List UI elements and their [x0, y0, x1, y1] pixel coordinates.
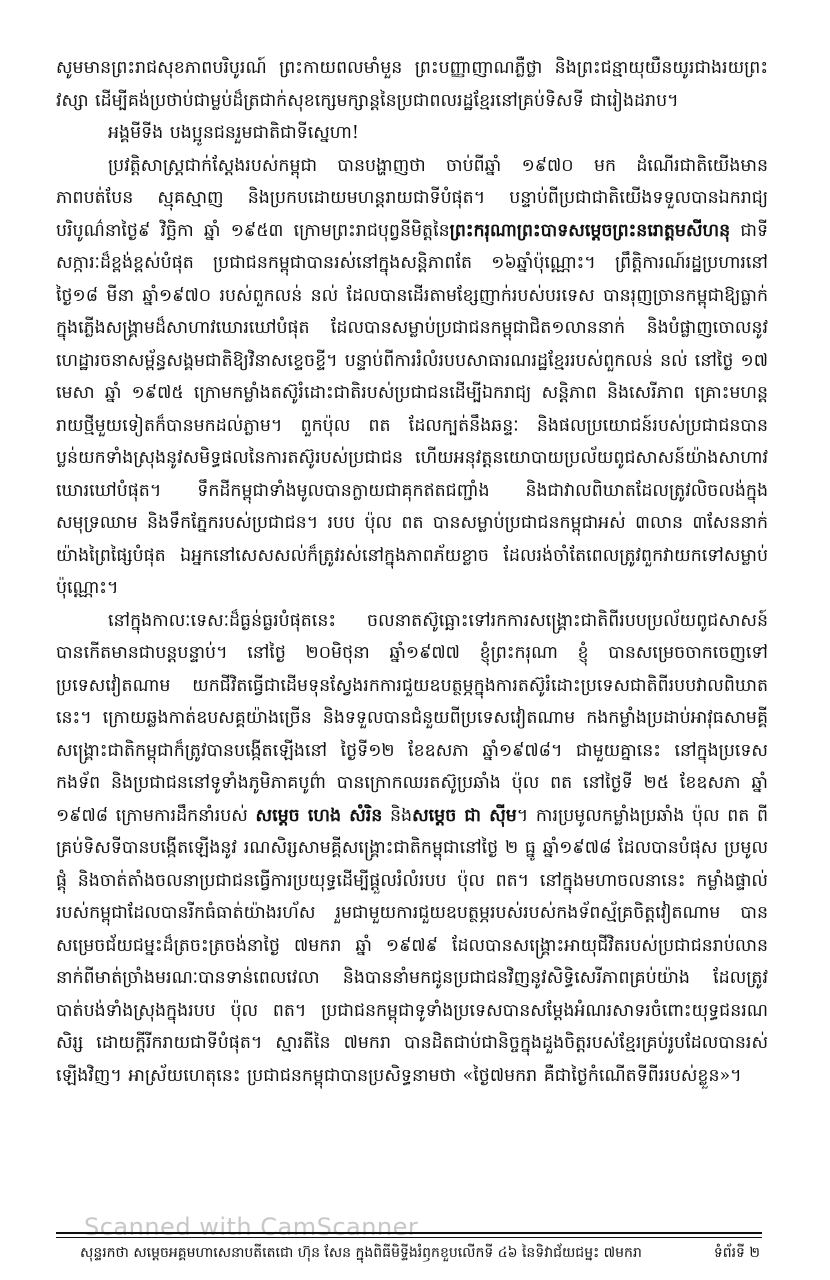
text-run: នៅក្នុងកាលៈទេសៈដ៏ធ្ងន់ធ្ងរបំផុតនេះ ចលនាតស៊ូធ្ឆោះទៅរកការសង្គ្រោះជាតិពីរបបប្រល័យពូជសាសន៍បានកើតមានជាបន្តបន្ទាប់។ នៅថ្ងៃ ២០មិថុនា ឆ្នាំ១៩៧៧ ខ្ញុំព្រះករុណា ខ្ញុំ បានសម្រេចចាកចេញទៅប្រទេសវៀតណាម យកជីវិតធ្វើជាដើមទុនស្វែងរកការជួយឧបត្ថម្ភក្នុងការតស៊ូរំដោះប្រទេសជាតិពីរបបវាលពិឃាតនេះ។ ក្រោយឆ្លងកាត់ឧបសគ្គយ៉ាងច្រើន និងទទួលបានជំនួយពីប្រទេសវៀតណាម កងកម្លាំងប្រដាប់អាវុធសាមគ្គីសង្គ្រោះជាតិកម្ពុជាក៏ត្រូវបានបង្កើតឡើងនៅ ថ្ងៃទី១២ ខែឧសភា ឆ្នាំ១៩៧៨។ ជាមួយគ្នានេះ នៅក្នុងប្រទេស កងទ័ព និងប្រជាជននៅទូទាំងភូមិភាគបូព៌ា បានក្រោកឈរតស៊ូប្រឆាំង ប៉ុល ពត នៅថ្ងៃទី ២៥ ខែឧសភា ឆ្នាំ ១៩៧៨ ក្រោមការដឹកនាំរបស់ [56, 610, 768, 826]
paragraph [56, 117, 768, 150]
paragraph [56, 605, 768, 1093]
text-run: ប្រវត្តិសាស្ត្រជាក់ស្តែងរបស់កម្ពុជា បានបង្ហាញថា ចាប់ពីឆ្នាំ ១៩៧០ មក ដំណើរជាតិយើងមានភាពបត់បែន ស្មុគស្មាញ និងប្រកបដោយមហន្តរាយជាទីបំផុត។ បន្ទាប់ពីប្រជាជាតិយើងទទួលបានឯករាជ្យបរិបូណ៌នាថ្ងៃ៩ វិច្ឆិកា ឆ្នាំ ១៩៥៣ ក្រោមព្រះរាជបុព្វនីមិត្តនៃ [56, 155, 768, 241]
text-run: ជាទីសក្ការៈដ៏ខ្ពង់ខ្ពស់បំផុត ប្រជាជនកម្ពុជាបានរស់នៅក្នុងសន្តិភាពតែ ១៦ឆ្នាំប៉ុណ្ណោះ។ ព្រឹត្តិការណ៍រដ្ឋប្រហារនៅថ្ងៃ១៨ មីនា ឆ្នាំ១៩៧០ របស់ពួកលន់ នល់ ដែលបានដើរតាមខ្សែញាក់របស់បរទេស បានរុញច្រានកម្ពុជាឱ្យធ្លាក់ក្នុងភ្លើងសង្គ្រាមដ៏សាហាវឃោរឃៅបំផុត ដែលបានសម្លាប់ប្រជាជនកម្ពុជាជិត១លាននាក់ និងបំផ្លាញចោលនូវហេដ្ឋារចនាសម្ព័ន្ធសង្គមជាតិឱ្យវិនាសខ្ទេចខ្ទី។ បន្ទាប់ពីការរំលំរបបសាធារណរដ្ឋខ្មែររបស់ពួកលន់ នល់ នៅថ្ងៃ ១៧ មេសា ឆ្នាំ ១៩៧៥ ក្រោមកម្លាំងតស៊ូរំដោះជាតិរបស់ប្រជាជនដើម្បីឯករាជ្យ សន្តិភាព និងសេរីភាព គ្រោះមហន្តរាយថ្មីមួយទៀតក៏បានមកដល់ភ្លាម។ ពួកប៉ុល ពត ដែលក្បត់នឹងឆន្ទៈ និងផលប្រយោជន៍របស់ប្រជាជនបានប្លន់យកទាំងស្រុងនូវសមិទ្ធផលនៃការតស៊ូរបស់ប្រជាជន ហើយអនុវត្តនយោបាយប្រល័យពូជសាសន៍យ៉ាងសាហាវឃោរឃៅបំផុត។ ទឹកដីកម្ពុជាទាំងមូលបានក្លាយជាគុកឥតជញ្ជាំង និងជាវាលពិឃាតដែលត្រូវលិចលង់ក្នុងសមុទ្រឈាម និងទឹកភ្នែករបស់ប្រជាជន។ របប ប៉ុល ពត បានសម្លាប់ប្រជាជនកម្ពុជាអស់ ៣លាន ៣សែននាក់ យ៉ាងព្រៃផ្សៃបំផុត ឯអ្នកនៅសេសសល់ក៏ត្រូវរស់នៅក្នុងភាពភ័យខ្លាច ដែលរង់ចាំតែពេលត្រូវពួកវាយកទៅសម្លាប់ប៉ុណ្ណោះ។ [56, 220, 768, 598]
text-run: សូមមានព្រះរាជសុខភាពបរិបូរណ៍ ព្រះកាយពលមាំមួន ព្រះបញ្ញាញាណភ្លឺថ្លា និងព្រះជន្មាយុយឺនយូរជាងរយព្រះវស្សា ដើម្បីគង់ប្រថាប់ជាម្លប់ដ៏ត្រជាក់សុខក្សេមក្សាន្តនៃប្រជាពលរដ្ឋខ្មែរនៅគ្រប់ទិសទី ជារៀងដរាប។ [56, 58, 768, 111]
footer-divider-thin [56, 1237, 762, 1238]
text-run: ។ ការប្រមូលកម្លាំងប្រឆាំង ប៉ុល ពត ពីគ្រប់ទិសទីបានបង្កើតឡើងនូវ រណសិរ្សសាមគ្គីសង្គ្រោះជាតិកម្ពុជានៅថ្ងៃ ២ ធ្នូ ឆ្នាំ១៩៧៨ ដែលបានបំផុស ប្រមូលផ្តុំ និងចាត់តាំងចលនាប្រជាជនធ្វើការប្រយុទ្ធដើម្បីផ្តួលរំលំរបប ប៉ុល ពត។ នៅក្នុងមហាចលនានេះ កម្លាំងផ្ទាល់របស់កម្ពុជាដែលបានរីកធំធាត់យ៉ាងរហ័ស រួមជាមួយការជួយឧបត្ថម្ភរបស់របស់កងទ័ពស្ម័គ្រចិត្តវៀតណាម បានសម្រេចជ័យជម្នះដ៏ត្រចះត្រចង់នាថ្ងៃ ៧មករា ឆ្នាំ ១៩៧៩ ដែលបានសង្គ្រោះអាយុជីវិតរបស់ប្រជាជនរាប់លាននាក់ពីមាត់ច្រាំងមរណៈបានទាន់ពេលវេលា និងបាននាំមកជូនប្រជាជនវិញនូវសិទ្ធិសេរីភាពគ្រប់យ៉ាង ដែលត្រូវបាត់បង់ទាំងស្រុងក្នុងរបប ប៉ុល ពត។ ប្រជាជនកម្ពុជាទូទាំងប្រទេសបានសម្តែងអំណរសាទរចំពោះយុទ្ធជនរណសិរ្ស ដោយក្តីរីករាយជាទីបំផុត។ ស្មារតីនៃ ៧មករា បានដិតជាប់ជានិច្ចក្នុងដួងចិត្តរបស់ខ្មែរគ្រប់រូបដែលបានរស់ឡើងវិញ។ អាស្រ័យហេតុនេះ ប្រជាជនកម្ពុជាបានប្រសិទ្ធនាមថា «ថ្ងៃ៧មករា គឺជាថ្ងៃកំណើតទីពីររបស់ខ្លួន»។ [56, 805, 768, 1086]
text-run: អង្គមីទីង បងប្អូនជនរួមជាតិជាទីស្នេហា! [108, 123, 359, 143]
bold-text-run: ព្រះករុណាព្រះបាទសម្តេចព្រះនរោត្តមសីហនុ [449, 220, 731, 241]
document-body [56, 52, 768, 1192]
footer-caption: សុន្ទរកថា សម្តេចអគ្គមហាសេនាបតីតេជោ ហ៊ុន សែន ក្នុងពិធីមិទ្ទីងរំឭកខួបលើកទី ៤៦ នៃទិវាជ័យជម្នះ ៧មករា [80, 1245, 642, 1261]
paragraph [56, 52, 768, 117]
scanner-watermark: Scanned with CamScanner [84, 1213, 419, 1241]
footer-divider [56, 1232, 762, 1234]
page-footer [80, 1242, 760, 1264]
text-run: និង [382, 805, 413, 826]
bold-text-run: សម្តេច ជា ស៊ីម [412, 805, 517, 826]
page-number: ទំព័រទី ២ [713, 1245, 760, 1261]
bold-text-run: សម្តេច ហេង សំរិន [255, 805, 383, 826]
paragraph [56, 150, 768, 605]
